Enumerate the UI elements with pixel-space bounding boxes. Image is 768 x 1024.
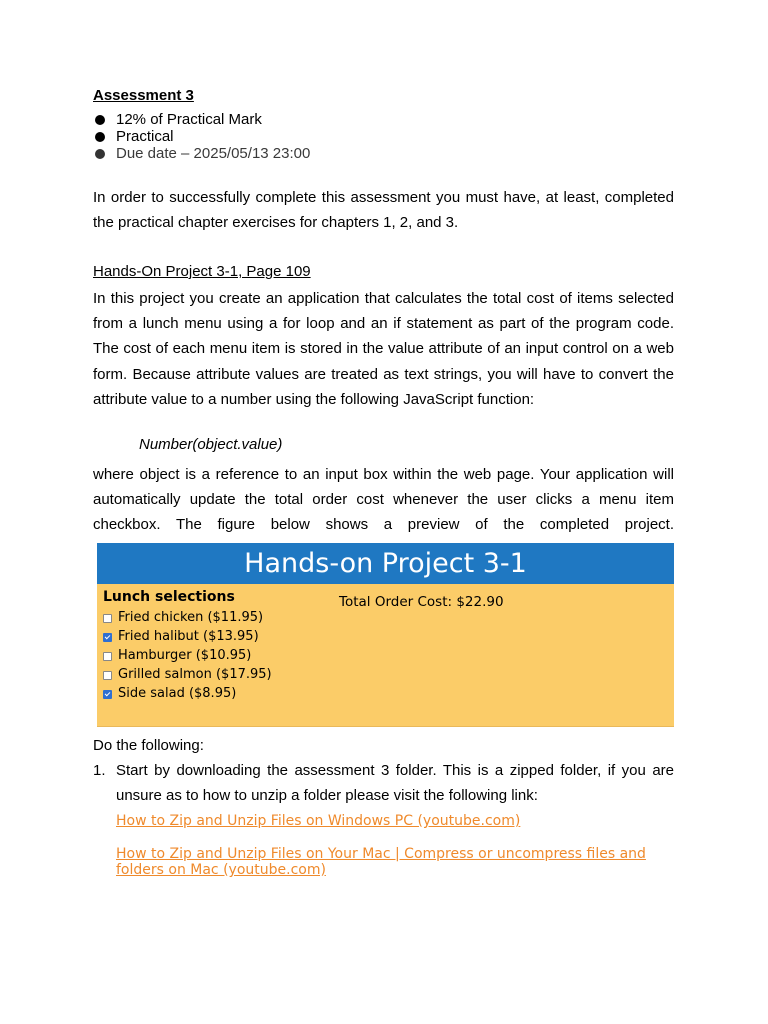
windows-unzip-link[interactable]: How to Zip and Unzip Files on Windows PC (youtube.com): [116, 813, 521, 829]
lunch-item: Side salad ($8.95): [103, 684, 272, 703]
checkbox-icon: [103, 652, 112, 661]
intro-paragraph: In order to successfully complete this assessment you must have, at least, completed the practical chapter exercises for chapters 1, 2, and 3.: [93, 189, 674, 232]
document-title: Assessment 3: [93, 87, 194, 104]
instructions-heading: Do the following:: [93, 737, 204, 754]
checkbox-checked-icon: [103, 633, 112, 642]
code-snippet: Number(object.value): [139, 436, 283, 453]
lunch-item: Fried halibut ($13.95): [103, 627, 272, 646]
mac-unzip-link[interactable]: How to Zip and Unzip Files on Your Mac | Compress or uncompress files and folders on Mac (youtube.com): [116, 846, 646, 878]
checkbox-icon: [103, 614, 112, 623]
assessment-bullet-list: [93, 111, 310, 162]
lunch-item: Grilled salmon ($17.95): [103, 665, 272, 684]
checkbox-checked-icon: [103, 690, 112, 699]
project-preview-figure: [97, 543, 674, 727]
lunch-item: Fried chicken ($11.95): [103, 608, 272, 627]
lunch-item: Hamburger ($10.95): [103, 646, 272, 665]
checkbox-icon: [103, 671, 112, 680]
bullet-dot-icon: [95, 115, 105, 125]
lunch-item-list: [103, 608, 272, 703]
bullet-item: Practical: [93, 128, 310, 145]
step-number: 1.: [93, 762, 106, 779]
total-order-cost: Total Order Cost: $22.90: [339, 594, 504, 610]
figure-header: Hands-on Project 3-1: [97, 543, 674, 584]
project-paragraph: In this project you create an application that calculates the total cost of items selected from a lunch menu using a for loop and an if statement as part of the program code. The cost of each menu item is stored in the value attribute of an input control on a web form. Because attribute values are treated as text strings, you will have to convert the attribute value to a number using the following JavaScript function:: [93, 290, 674, 408]
step-text: Start by downloading the assessment 3 folder. This is a zipped folder, if you are unsure as to how to unzip a folder please visit the following link:: [116, 762, 674, 805]
bullet-dot-icon: [95, 132, 105, 142]
project-heading: Hands-On Project 3-1, Page 109: [93, 263, 311, 280]
project-paragraph-2: where object is a reference to an input box within the web page. Your application will automatically update the total order cost whenever the user clicks a menu item checkbox. The figure below shows a preview of the completed project.: [93, 466, 674, 534]
lunch-selections-heading: Lunch selections: [103, 589, 235, 605]
bullet-item: 12% of Practical Mark: [93, 111, 310, 128]
step-item: [93, 758, 674, 808]
bullet-dot-icon: [95, 149, 105, 159]
bullet-item: Due date – 2025/05/13 23:00: [93, 145, 310, 162]
